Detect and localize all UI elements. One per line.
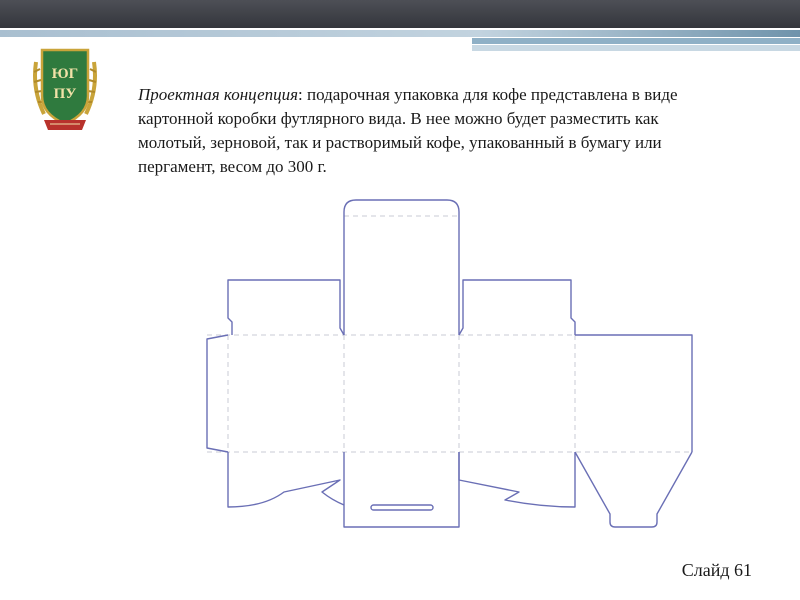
- bottom-center-panel: [344, 452, 459, 527]
- tuck-flap: [575, 452, 692, 527]
- left-dust-flap: [228, 280, 344, 335]
- right-dust-flap: [459, 280, 575, 335]
- glue-flap: [207, 335, 228, 452]
- end-panel-edge: [575, 335, 692, 452]
- top-lid-flap: [344, 200, 459, 335]
- fold-lines: [207, 216, 692, 452]
- bottom-left-tab: [228, 452, 344, 507]
- hang-slot: [371, 505, 433, 510]
- svg-text:ЮГ: ЮГ: [51, 66, 79, 82]
- svg-text:ПУ: ПУ: [53, 86, 77, 102]
- slide-number: Слайд 61: [681, 560, 752, 580]
- concept-line-1-text: : подарочная упаковка для кофе представлена в виде: [298, 85, 678, 104]
- concept-line-4: пергамент, весом до 300 г.: [138, 157, 327, 176]
- concept-label: Проектная концепция: [138, 85, 299, 104]
- concept-line-3: молотый, зерновой, так и растворимый кофе, упакованный в бумагу или: [138, 133, 662, 152]
- cut-lines: [207, 200, 692, 527]
- bottom-right-tab: [459, 452, 575, 507]
- concept-line-2: картонной коробки футлярного вида. В нее можно будет разместить как: [138, 109, 659, 128]
